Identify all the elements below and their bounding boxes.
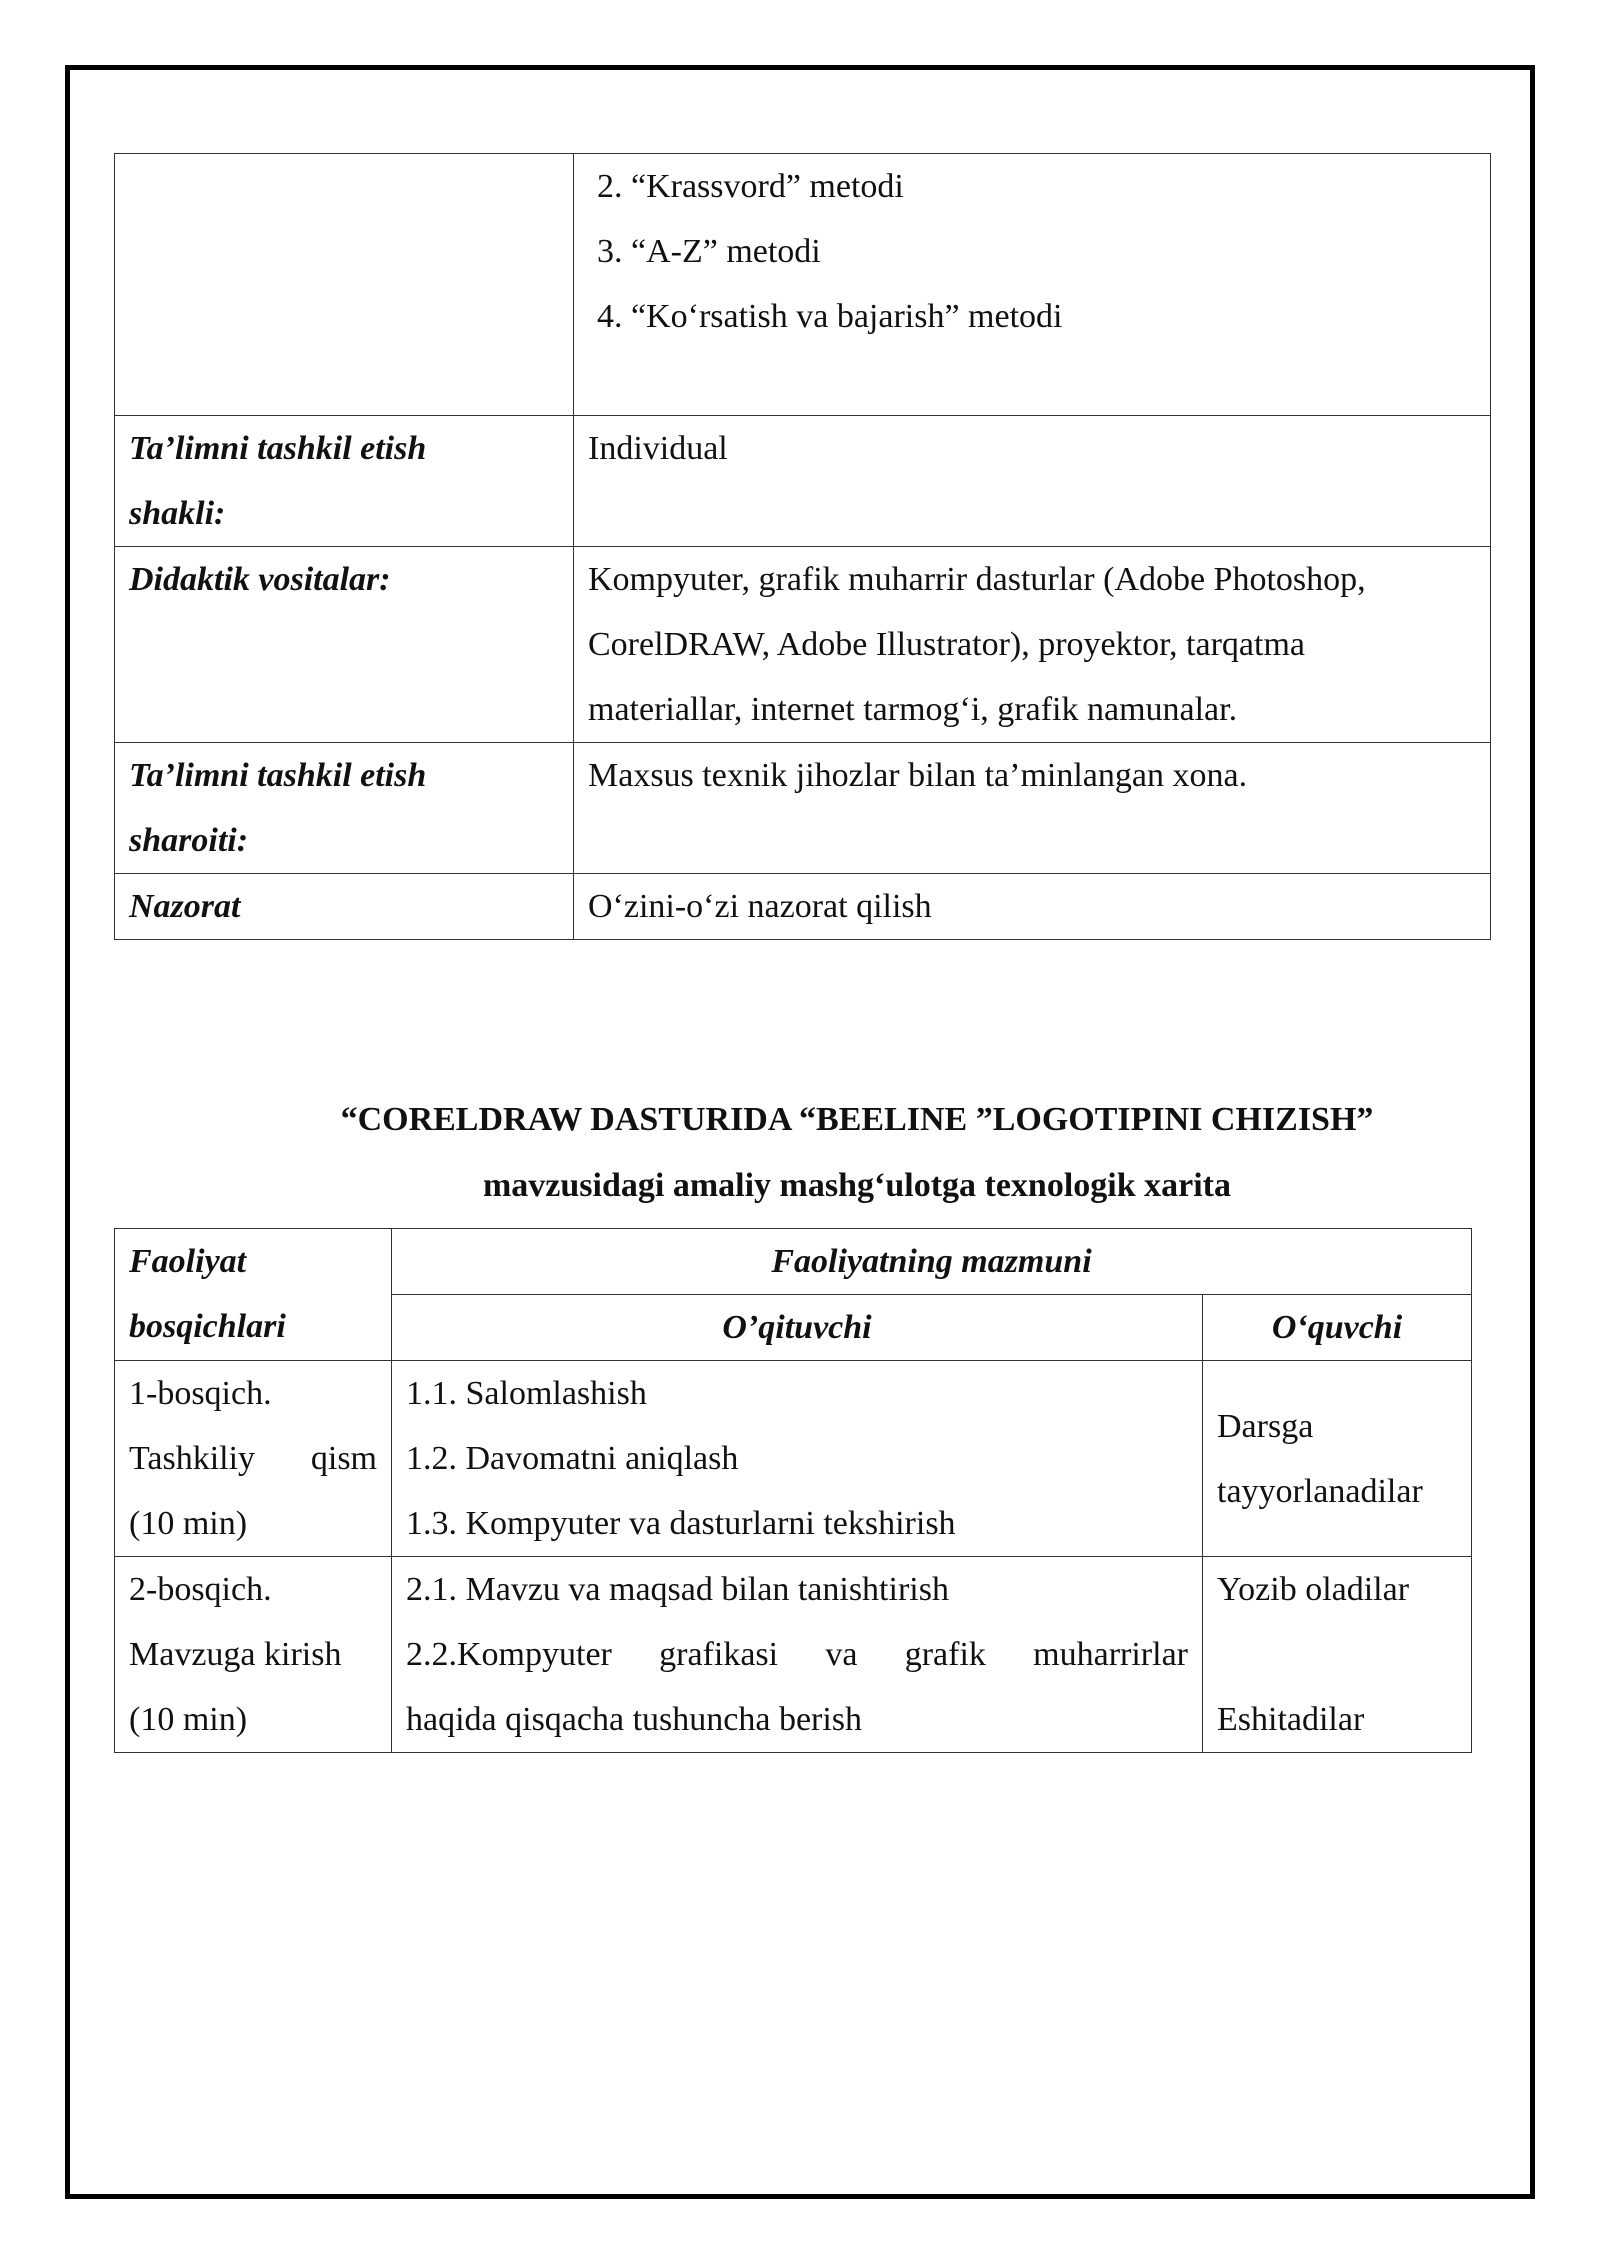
teacher-header: O’qituvchi (392, 1295, 1203, 1361)
row-label: Nazorat (115, 874, 574, 940)
stages-header: Faoliyat bosqichlari (115, 1229, 392, 1361)
stage-cell: 1-bosqich. Tashkiliy qism (10 min) (115, 1361, 392, 1557)
table-row (115, 874, 1491, 940)
table-row (115, 743, 1491, 874)
row-label: Ta’limni tashkil etish shakli: (115, 416, 574, 547)
method-item: 2. “Krassvord” metodi (597, 168, 904, 205)
empty-label-cell (115, 154, 574, 416)
table-row (115, 1557, 1472, 1753)
table-row (115, 1361, 1472, 1557)
table-row (115, 416, 1491, 547)
student-cell: Yozib oladilar Eshitadilar (1203, 1557, 1472, 1753)
row-value: Kompyuter, grafik muharrir dasturlar (Adobe Photoshop, CorelDRAW, Adobe Illustrator), proyektor, tarqatma materiallar, internet tarmog‘i, grafik namunalar. (574, 547, 1491, 743)
student-cell: Darsga tayyorlanadilar (1203, 1361, 1472, 1557)
row-value: Individual (574, 416, 1491, 547)
table-row (115, 547, 1491, 743)
lesson-info-table (114, 153, 1491, 940)
table-row (115, 154, 1491, 416)
row-label: Ta’limni tashkil etish sharoiti: (115, 743, 574, 874)
methods-cell (574, 154, 1491, 416)
map-title: “CORELDRAW DASTURIDA “BEELINE ”LOGOTIPINI CHIZISH” (340, 1101, 1374, 1138)
row-value: O‘zini-o‘zi nazorat qilish (574, 874, 1491, 940)
method-item: 4. “Ko‘rsatish va bajarish” metodi (597, 298, 1063, 335)
row-label: Didaktik vositalar: (115, 547, 574, 743)
teacher-cell: 2.1. Mavzu va maqsad bilan tanishtirish 2.2.Kompyuter grafikasi va grafik muharrirlar haqida qisqacha tushuncha berish (392, 1557, 1203, 1753)
method-item: 3. “A-Z” metodi (597, 233, 821, 270)
content-header: Faoliyatning mazmuni (392, 1229, 1472, 1295)
technology-map-table (114, 1228, 1472, 1753)
map-subtitle: mavzusidagi amaliy mashg‘ulotga texnologik xarita (482, 1167, 1232, 1204)
row-value: Maxsus texnik jihozlar bilan ta’minlangan xona. (574, 743, 1491, 874)
stage-cell: 2-bosqich. Mavzuga kirish (10 min) (115, 1557, 392, 1753)
student-header: O‘quvchi (1203, 1295, 1472, 1361)
table-header-row (115, 1229, 1472, 1295)
teacher-cell: 1.1. Salomlashish 1.2. Davomatni aniqlash 1.3. Kompyuter va dasturlarni tekshirish (392, 1361, 1203, 1557)
